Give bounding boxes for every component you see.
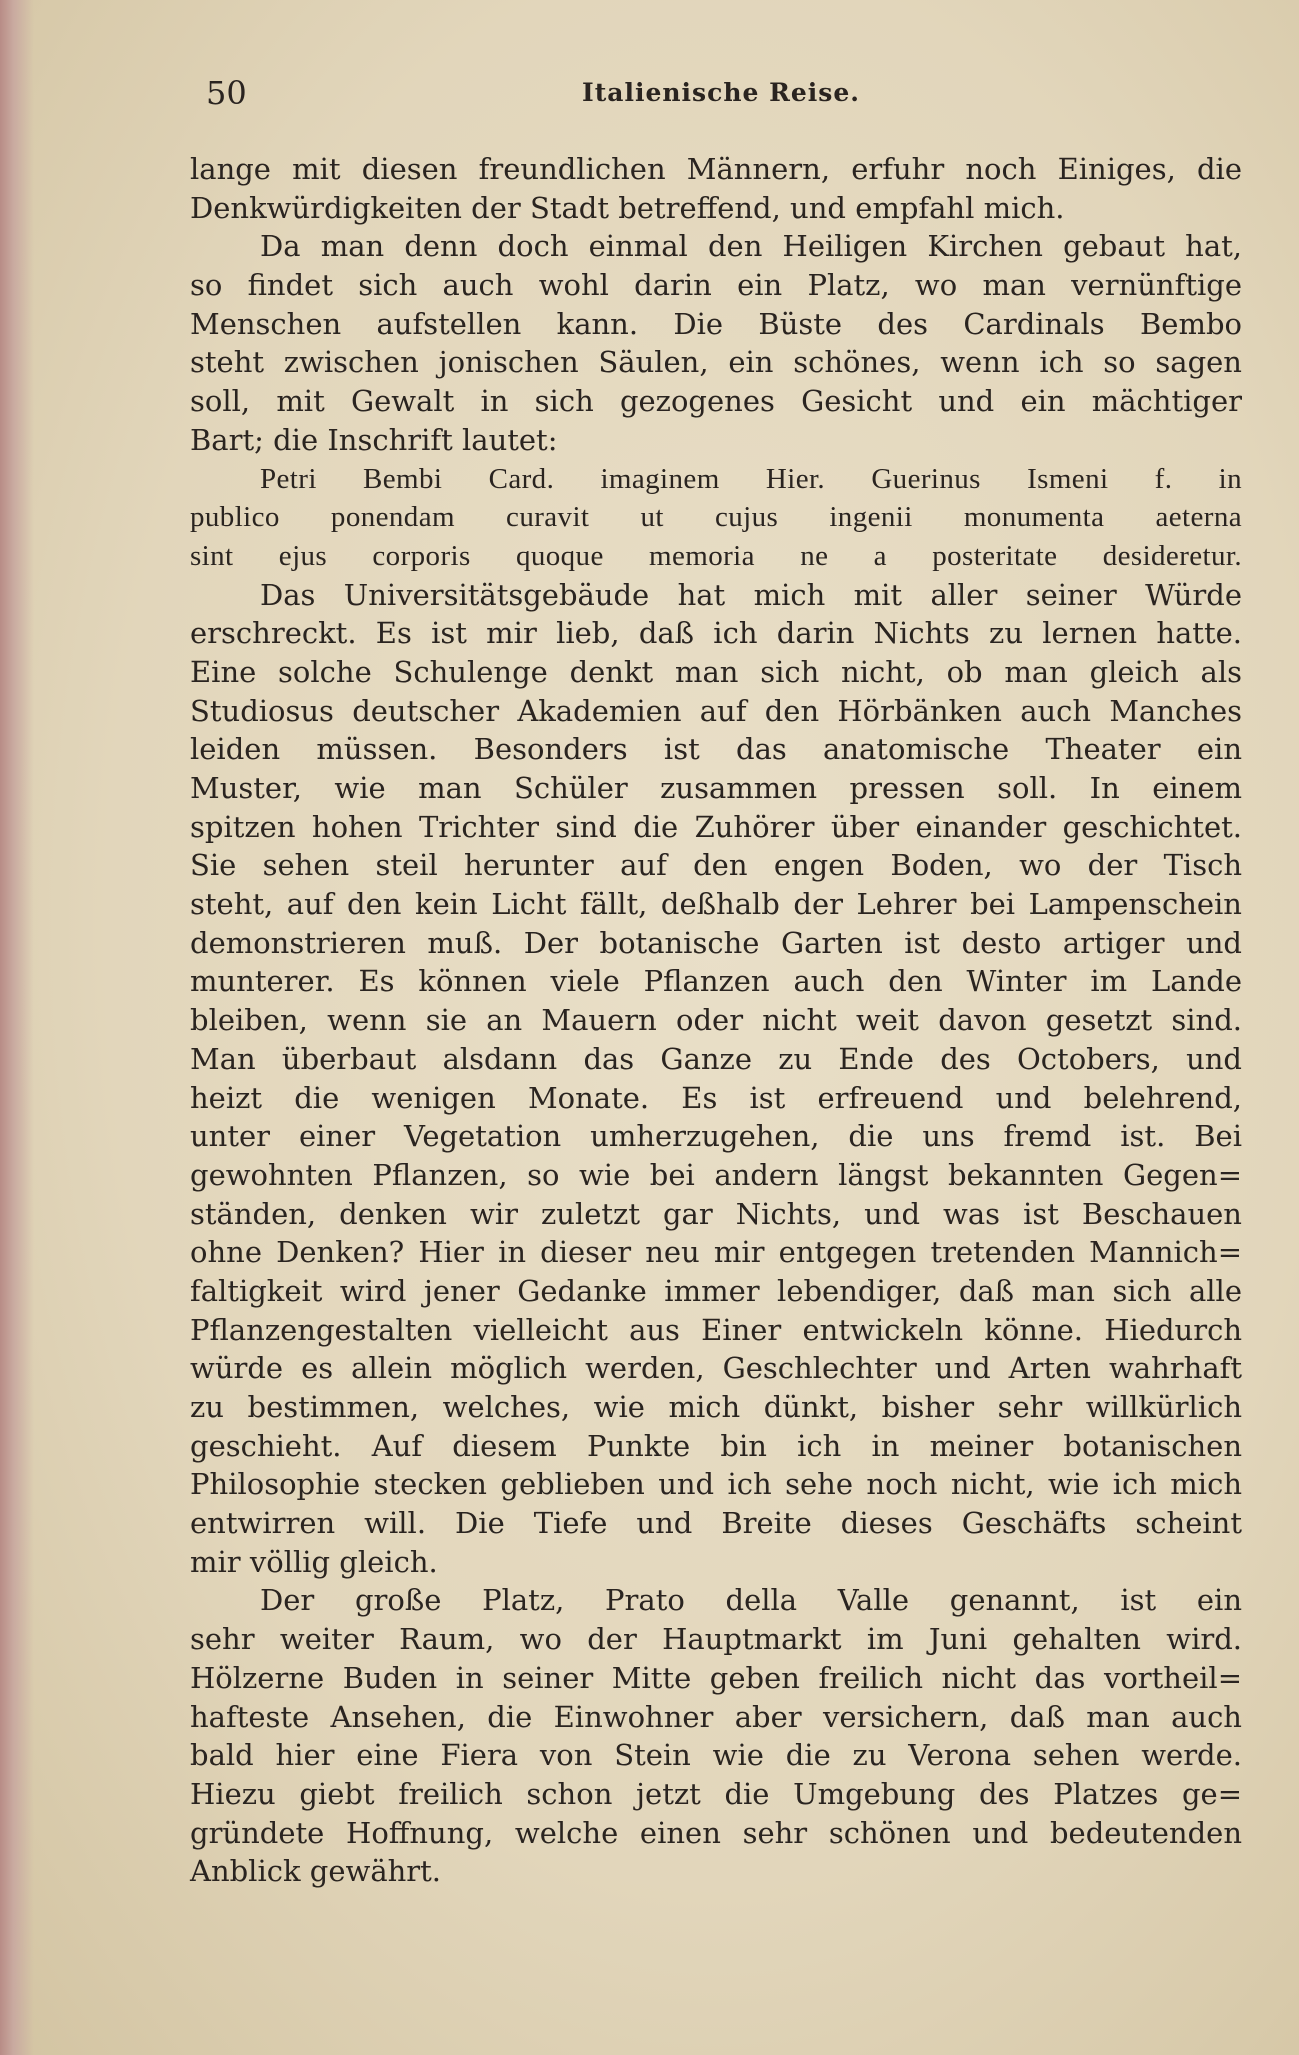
- running-title: Italienische Reise.: [582, 78, 860, 107]
- text-line: Sie sehen steil herunter auf den engen Boden, wo der Tisch: [190, 848, 1242, 883]
- text-line: unter einer Vegetation umherzugehen, die uns fremd ist. Bei: [190, 1119, 1242, 1154]
- text-line: geschieht. Auf diesem Punkte bin ich in meiner botanischen: [190, 1428, 1242, 1463]
- text-line: gewohnten Pflanzen, so wie bei andern längst bekannten Gegen=: [190, 1157, 1242, 1192]
- text-line: munterer. Es können viele Pflanzen auch den Winter im Lande: [190, 964, 1242, 999]
- text-line: Studiosus deutscher Akademien auf den Hörbänken auch Manches: [190, 693, 1242, 728]
- text-line: Hölzerne Buden in seiner Mitte geben freilich nicht das vortheil=: [190, 1660, 1242, 1695]
- text-line: ständen, denken wir zuletzt gar Nichts, und was ist Beschauen: [190, 1196, 1242, 1231]
- text-line: sint ejus corporis quoque memoria ne a posteritate desideretur.: [190, 539, 1242, 572]
- text-line: Petri Bembi Card. imaginem Hier. Guerinus Ismeni f. in: [260, 462, 1242, 495]
- text-line: Eine solche Schulenge denkt man sich nicht, ob man gleich als: [190, 654, 1242, 689]
- text-line: bleiben, wenn sie an Mauern oder nicht weit davon gesetzt sind.: [190, 1003, 1242, 1038]
- text-line: entwirren will. Die Tiefe und Breite dieses Geschäfts scheint: [190, 1506, 1242, 1541]
- text-line: leiden müssen. Besonders ist das anatomische Theater ein: [190, 732, 1242, 767]
- text-line: heizt die wenigen Monate. Es ist erfreuend und belehrend,: [190, 1080, 1242, 1115]
- text-line: Pflanzengestalten vielleicht aus Einer entwickeln könne. Hiedurch: [190, 1312, 1242, 1347]
- text-line: ohne Denken? Hier in dieser neu mir entgegen tretenden Mannich=: [190, 1235, 1242, 1270]
- text-line: faltigkeit wird jener Gedanke immer lebendiger, daß man sich alle: [190, 1273, 1242, 1308]
- text-line: erschreckt. Es ist mir lieb, daß ich darin Nichts zu lernen hatte.: [190, 616, 1242, 651]
- text-line: publico ponendam curavit ut cujus ingenii monumenta aeterna: [190, 501, 1242, 534]
- text-line: spitzen hohen Trichter sind die Zuhörer über einander geschichtet.: [190, 809, 1242, 844]
- text-line: steht, auf den kein Licht fällt, deßhalb der Lehrer bei Lampenschein: [190, 887, 1242, 922]
- text-line: mir völlig gleich.: [190, 1544, 438, 1579]
- text-line: lange mit diesen freundlichen Männern, erfuhr noch Einiges, die: [190, 152, 1242, 186]
- text-line: gründete Hoffnung, welche einen sehr schönen und bedeutenden: [190, 1815, 1242, 1850]
- text-line: sehr weiter Raum, wo der Hauptmarkt im Juni gehalten wird.: [190, 1622, 1242, 1657]
- text-line: Muster, wie man Schüler zusammen pressen soll. In einem: [190, 771, 1242, 805]
- page-edge-shadow: [0, 0, 34, 2055]
- text-line: Hiezu giebt freilich schon jetzt die Umgebung des Platzes ge=: [190, 1776, 1242, 1811]
- body-text: [190, 150, 1242, 1891]
- text-line: Denkwürdigkeiten der Stadt betreffend, und empfahl mich.: [190, 190, 1065, 225]
- text-line: zu bestimmen, welches, wie mich dünkt, bisher sehr willkürlich: [190, 1390, 1242, 1424]
- text-line: Da man denn doch einmal den Heiligen Kirchen gebaut hat,: [260, 229, 1242, 264]
- text-line: steht zwischen jonischen Säulen, ein schönes, wenn ich so sagen: [190, 345, 1242, 380]
- text-line: Philosophie stecken geblieben und ich sehe noch nicht, wie ich mich: [190, 1467, 1242, 1502]
- page-number: 50: [206, 74, 247, 112]
- page-header: [206, 70, 1236, 116]
- text-line: demonstrieren muß. Der botanische Garten ist desto artiger und: [190, 925, 1242, 960]
- text-line: Der große Platz, Prato della Valle genannt, ist ein: [260, 1583, 1242, 1618]
- text-line: bald hier eine Fiera von Stein wie die zu Verona sehen werde.: [190, 1738, 1242, 1773]
- text-line: Man überbaut alsdann das Ganze zu Ende des Octobers, und: [190, 1041, 1242, 1076]
- text-line: hafteste Ansehen, die Einwohner aber versichern, daß man auch: [190, 1699, 1242, 1734]
- text-line: Bart; die Inschrift lautet:: [190, 422, 558, 457]
- text-line: soll, mit Gewalt in sich gezogenes Gesicht und ein mächtiger: [190, 384, 1242, 419]
- text-line: Anblick gewährt.: [190, 1854, 442, 1889]
- text-line: Das Universitätsgebäude hat mich mit aller seiner Würde: [260, 577, 1242, 612]
- text-line: würde es allein möglich werden, Geschlechter und Arten wahrhaft: [190, 1351, 1242, 1386]
- text-line: so findet sich auch wohl darin ein Platz, wo man vernünftige: [190, 268, 1242, 303]
- text-line: Menschen aufstellen kann. Die Büste des Cardinals Bembo: [190, 306, 1242, 341]
